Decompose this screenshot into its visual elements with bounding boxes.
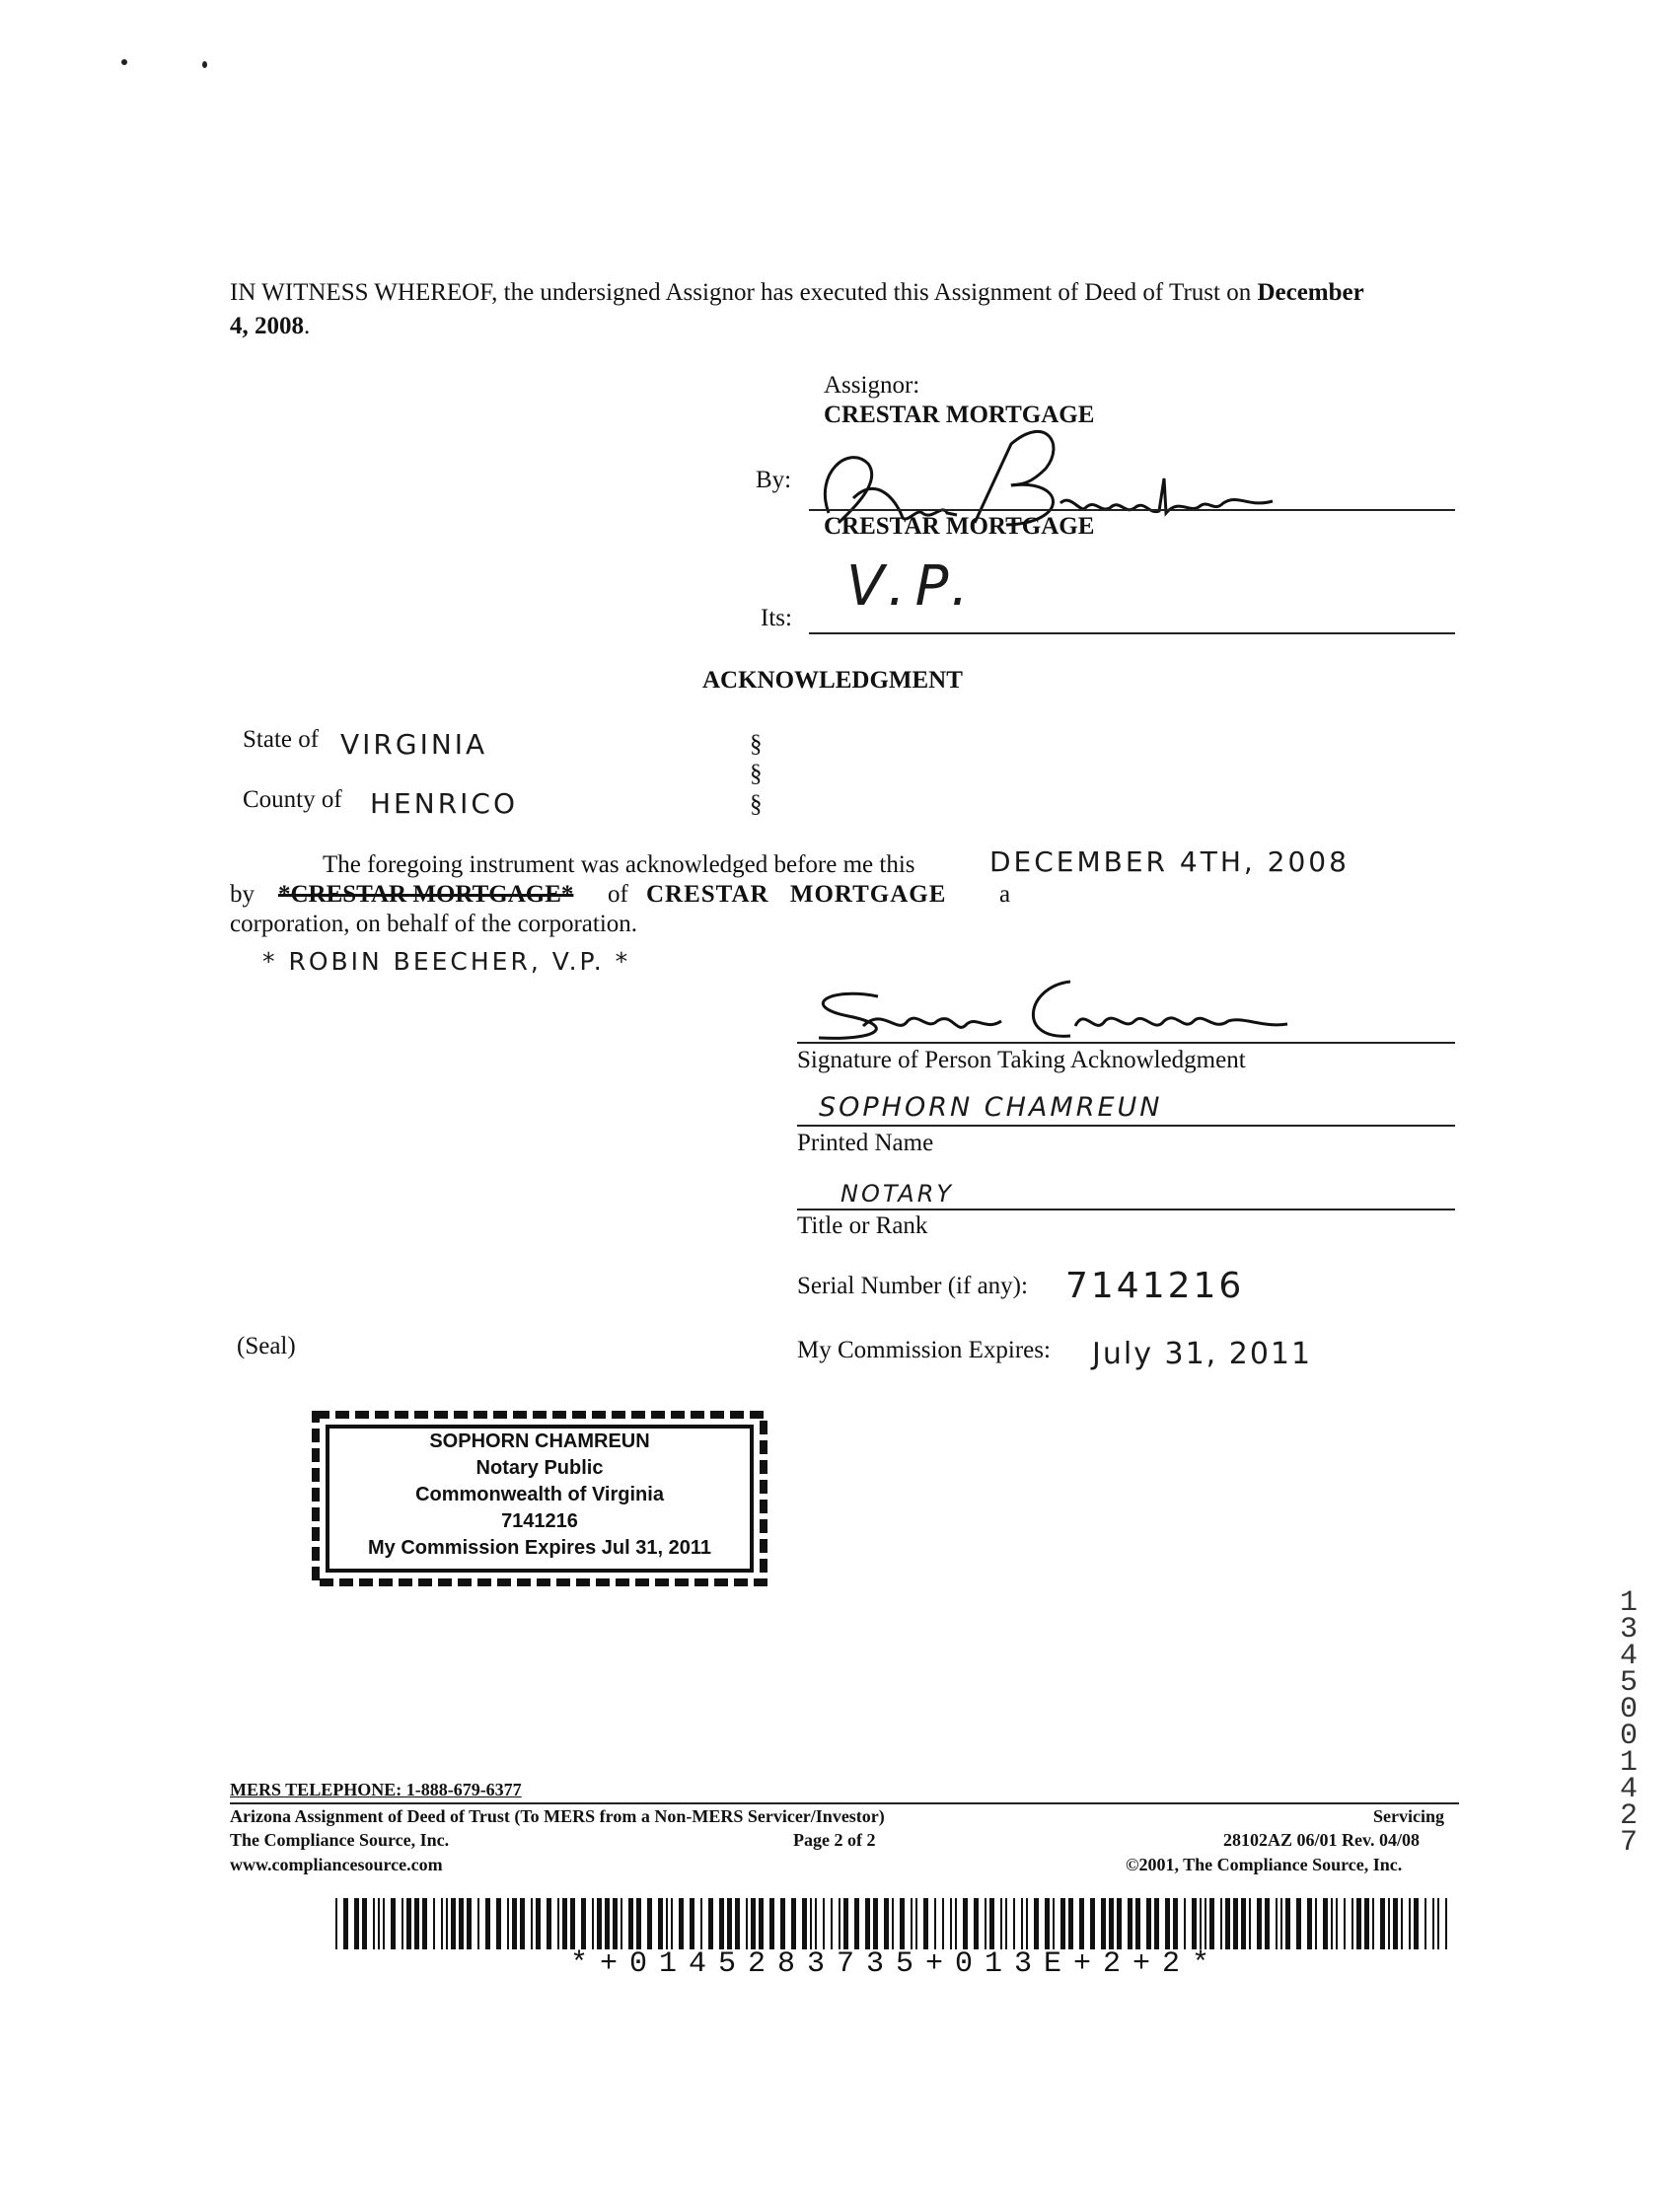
barcode-bar bbox=[865, 1898, 870, 1949]
barcode-bar bbox=[955, 1898, 957, 1949]
barcode-bar bbox=[1173, 1898, 1178, 1949]
barcode-bar bbox=[459, 1898, 464, 1949]
title-value: NOTARY bbox=[840, 1180, 955, 1208]
expires-label: My Commission Expires: bbox=[797, 1337, 1051, 1363]
barcode-bar bbox=[406, 1898, 411, 1949]
barcode-bar bbox=[1393, 1898, 1398, 1949]
stamp-expires: My Commission Expires Jul 31, 2011 bbox=[368, 1537, 711, 1559]
barcode-bar bbox=[1280, 1898, 1282, 1949]
mers-telephone: MERS TELEPHONE: 1-888-679-6377 bbox=[230, 1780, 522, 1799]
barcode-bar bbox=[1225, 1898, 1230, 1949]
barcode-bar bbox=[1220, 1898, 1222, 1949]
barcode-text: *+0145283735+013E+2+2* bbox=[569, 1947, 1222, 1981]
barcode-bar bbox=[1315, 1898, 1317, 1949]
barcode-bar bbox=[884, 1898, 889, 1949]
side-number-digit: 3 bbox=[1619, 1613, 1638, 1647]
footer-doc-title: Arizona Assignment of Deed of Trust (To MERS from a Non-MERS Servicer/Investor) bbox=[230, 1806, 885, 1826]
title-label: Title or Rank bbox=[797, 1212, 928, 1239]
barcode-bar bbox=[1233, 1898, 1238, 1949]
witness-period: . bbox=[304, 313, 311, 339]
barcode-bar bbox=[1026, 1898, 1028, 1949]
barcode-bar bbox=[636, 1898, 641, 1949]
barcode-bar bbox=[378, 1898, 380, 1949]
side-number-digit: 1 bbox=[1619, 1746, 1638, 1780]
barcode-bar bbox=[1053, 1898, 1055, 1949]
barcode-bar bbox=[810, 1898, 812, 1949]
barcode-bar bbox=[780, 1898, 785, 1949]
barcode-bar bbox=[791, 1898, 796, 1949]
barcode-bar bbox=[1135, 1898, 1140, 1949]
barcode-bar bbox=[1165, 1898, 1170, 1949]
barcode-bar bbox=[1241, 1898, 1246, 1949]
barcode-bar bbox=[708, 1898, 713, 1949]
barcode-bar bbox=[597, 1898, 602, 1949]
barcode-bar bbox=[1351, 1898, 1353, 1949]
barcode-bar bbox=[815, 1898, 817, 1949]
barcode-bar bbox=[900, 1898, 905, 1949]
barcode-bar bbox=[700, 1898, 702, 1949]
barcode-bar bbox=[1401, 1898, 1403, 1949]
barcode-bar bbox=[989, 1898, 994, 1949]
barcode-bar bbox=[467, 1898, 472, 1949]
barcode-bar bbox=[679, 1898, 684, 1949]
serial-value: 7141216 bbox=[1065, 1266, 1245, 1306]
side-number-digit: 0 bbox=[1619, 1720, 1638, 1753]
barcode-bar bbox=[1276, 1898, 1278, 1949]
serial-label: Serial Number (if any): bbox=[797, 1273, 1028, 1299]
barcode-bar bbox=[1356, 1898, 1361, 1949]
barcode-bar bbox=[1005, 1898, 1007, 1949]
barcode-bar bbox=[1257, 1898, 1262, 1949]
barcode-bar bbox=[1414, 1898, 1419, 1949]
barcode-bar bbox=[531, 1898, 533, 1949]
barcode-bar bbox=[735, 1898, 740, 1949]
barcode-bar bbox=[839, 1898, 840, 1949]
barcode-bar bbox=[402, 1898, 403, 1949]
barcode-bar bbox=[1068, 1898, 1073, 1949]
side-number-digit: 7 bbox=[1619, 1826, 1638, 1860]
barcode-bar bbox=[592, 1898, 594, 1949]
barcode-bar bbox=[1060, 1898, 1065, 1949]
of-word: of bbox=[608, 881, 628, 908]
stamp-commonwealth: Commonwealth of Virginia bbox=[415, 1484, 664, 1505]
stamp-name: SOPHORN CHAMREUN bbox=[429, 1430, 650, 1452]
barcode-bar bbox=[1323, 1898, 1328, 1949]
side-number-digit: 4 bbox=[1619, 1640, 1638, 1673]
barcode-bar bbox=[451, 1898, 456, 1949]
barcode-bar bbox=[671, 1898, 673, 1949]
side-number-digit: 1 bbox=[1619, 1586, 1638, 1620]
scan-speck bbox=[121, 59, 127, 65]
barcode-bar bbox=[1285, 1898, 1290, 1949]
side-number-digit: 2 bbox=[1619, 1799, 1638, 1833]
company-name: CRESTAR MORTGAGE bbox=[646, 881, 947, 908]
barcode-bar bbox=[719, 1898, 724, 1949]
barcode-bar bbox=[950, 1898, 952, 1949]
barcode-bar bbox=[1209, 1898, 1214, 1949]
barcode-bar bbox=[1192, 1898, 1197, 1949]
barcode-bar bbox=[1045, 1898, 1050, 1949]
barcode-bar bbox=[383, 1898, 385, 1949]
barcode-bar bbox=[343, 1898, 348, 1949]
signer-entity: CRESTAR MORTGAGE bbox=[824, 513, 1095, 540]
barcode-bar bbox=[911, 1898, 913, 1949]
its-label: Its: bbox=[761, 605, 792, 631]
barcode-bar bbox=[1146, 1898, 1151, 1949]
barcode-bar bbox=[536, 1898, 541, 1949]
witness-paragraph bbox=[230, 276, 1457, 343]
printed-name-label: Printed Name bbox=[797, 1130, 934, 1156]
barcode-bar bbox=[441, 1898, 443, 1949]
footer-company: The Compliance Source, Inc. bbox=[230, 1830, 450, 1850]
corporation-line: corporation, on behalf of the corporation. bbox=[230, 911, 638, 937]
barcode-bar bbox=[362, 1898, 367, 1949]
side-number-digit: 4 bbox=[1619, 1773, 1638, 1806]
barcode-bar bbox=[1432, 1898, 1434, 1949]
its-value: V.P. bbox=[846, 554, 979, 619]
barcode-bar bbox=[512, 1898, 517, 1949]
barcode-bar bbox=[354, 1898, 359, 1949]
by-word: by bbox=[230, 881, 255, 908]
barcode-bar bbox=[892, 1898, 894, 1949]
barcode-bar bbox=[1388, 1898, 1390, 1949]
barcode-bar bbox=[1331, 1898, 1333, 1949]
printed-name-value: SOPHORN CHAMREUN bbox=[819, 1092, 1163, 1123]
struck-name: *CRESTAR MORTGAGE* bbox=[278, 881, 574, 908]
barcode-bar bbox=[1200, 1898, 1202, 1949]
state-label: State of bbox=[243, 726, 320, 753]
barcode-bar bbox=[520, 1898, 525, 1949]
barcode bbox=[335, 1898, 1456, 1949]
barcode-bar bbox=[647, 1898, 652, 1949]
barcode-bar bbox=[802, 1898, 807, 1949]
expires-value: July 31, 2011 bbox=[1092, 1337, 1313, 1371]
side-document-number bbox=[1614, 1586, 1643, 1860]
barcode-bar bbox=[1013, 1898, 1015, 1949]
barcode-bar bbox=[666, 1898, 668, 1949]
barcode-bar bbox=[605, 1898, 610, 1949]
footer-form-rev: 28102AZ 06/01 Rev. 04/08 bbox=[1223, 1830, 1421, 1850]
footer-servicing: Servicing bbox=[1373, 1806, 1444, 1826]
county-label: County of bbox=[243, 786, 342, 813]
footer-website: www.compliancesource.com bbox=[230, 1855, 443, 1874]
barcode-bar bbox=[496, 1898, 501, 1949]
barcode-bar bbox=[1154, 1898, 1159, 1949]
barcode-bar bbox=[1445, 1898, 1447, 1949]
barcode-bar bbox=[1296, 1898, 1301, 1949]
barcode-bar bbox=[831, 1898, 833, 1949]
barcode-bar bbox=[873, 1898, 878, 1949]
barcode-bar bbox=[1364, 1898, 1369, 1949]
section-symbol: § bbox=[750, 761, 763, 787]
stamp-number: 7141216 bbox=[501, 1510, 578, 1532]
barcode-bar bbox=[1409, 1898, 1411, 1949]
state-value: VIRGINIA bbox=[340, 728, 488, 761]
barcode-bar bbox=[628, 1898, 633, 1949]
witness-text: IN WITNESS WHEREOF, the undersigned Assignor has executed this Assignment of Deed of Trust on bbox=[230, 279, 1252, 306]
notary-signature bbox=[789, 967, 1302, 1046]
barcode-bar bbox=[1344, 1898, 1346, 1949]
barcode-bar bbox=[373, 1898, 375, 1949]
barcode-bar bbox=[823, 1898, 825, 1949]
barcode-bar bbox=[1336, 1898, 1338, 1949]
barcode-bar bbox=[446, 1898, 448, 1949]
assignor-label: Assignor: bbox=[824, 372, 920, 399]
a-word: a bbox=[999, 881, 1011, 908]
by-label: By: bbox=[756, 467, 792, 493]
acknowledgment-heading: ACKNOWLEDGMENT bbox=[702, 667, 963, 694]
barcode-bar bbox=[974, 1898, 979, 1949]
barcode-bar bbox=[477, 1898, 479, 1949]
side-number-digit: 0 bbox=[1619, 1693, 1638, 1726]
barcode-bar bbox=[854, 1898, 859, 1949]
barcode-bar bbox=[1184, 1898, 1186, 1949]
barcode-bar bbox=[422, 1898, 427, 1949]
barcode-bar bbox=[507, 1898, 509, 1949]
barcode-bar bbox=[1117, 1898, 1122, 1949]
county-value: HENRICO bbox=[370, 787, 518, 820]
barcode-bar bbox=[1380, 1898, 1385, 1949]
footer-copyright: ©2001, The Compliance Source, Inc. bbox=[1126, 1855, 1403, 1874]
notary-stamp bbox=[308, 1407, 771, 1590]
barcode-bar bbox=[942, 1898, 944, 1949]
barcode-bar bbox=[985, 1898, 986, 1949]
acknowledgment-date: DECEMBER 4TH, 2008 bbox=[989, 845, 1350, 878]
barcode-bar bbox=[433, 1898, 435, 1949]
footer-page: Page 2 of 2 bbox=[793, 1830, 876, 1850]
barcode-bar bbox=[562, 1898, 567, 1949]
barcode-bar bbox=[769, 1898, 774, 1949]
section-symbol: § bbox=[750, 791, 763, 818]
barcode-bar bbox=[414, 1898, 419, 1949]
barcode-bar bbox=[759, 1898, 764, 1949]
insert-note: * ROBIN BEECHER, V.P. * bbox=[262, 947, 631, 976]
signature-label: Signature of Person Taking Acknowledgment bbox=[797, 1047, 1246, 1073]
barcode-bar bbox=[658, 1898, 663, 1949]
barcode-bar bbox=[1021, 1898, 1023, 1949]
barcode-bar bbox=[485, 1898, 490, 1949]
barcode-bar bbox=[751, 1898, 756, 1949]
barcode-bar bbox=[1109, 1898, 1114, 1949]
witness-date-month: December bbox=[1257, 279, 1364, 306]
barcode-bar bbox=[1249, 1898, 1251, 1949]
barcode-bar bbox=[1265, 1898, 1270, 1949]
barcode-bar bbox=[1000, 1898, 1002, 1949]
witness-date-day-year: 4, 2008 bbox=[230, 313, 304, 339]
barcode-bar bbox=[1079, 1898, 1084, 1949]
barcode-bar bbox=[690, 1898, 694, 1949]
its-line bbox=[809, 632, 1455, 634]
barcode-bar bbox=[1205, 1898, 1206, 1949]
barcode-bar bbox=[1101, 1898, 1106, 1949]
barcode-bar bbox=[963, 1898, 968, 1949]
barcode-bar bbox=[1090, 1898, 1095, 1949]
barcode-bar bbox=[1372, 1898, 1374, 1949]
barcode-bar bbox=[1307, 1898, 1312, 1949]
barcode-bar bbox=[1424, 1898, 1426, 1949]
barcode-bar bbox=[557, 1898, 559, 1949]
barcode-bar bbox=[1128, 1898, 1132, 1949]
barcode-bar bbox=[746, 1898, 748, 1949]
acknowledgment-sentence: The foregoing instrument was acknowledged before me this bbox=[323, 851, 915, 878]
barcode-bar bbox=[915, 1898, 917, 1949]
barcode-bar bbox=[581, 1898, 586, 1949]
seal-label: (Seal) bbox=[237, 1333, 296, 1359]
scan-speck bbox=[202, 61, 207, 68]
barcode-bar bbox=[391, 1898, 396, 1949]
barcode-bar bbox=[843, 1898, 848, 1949]
barcode-bar bbox=[727, 1898, 732, 1949]
barcode-bar bbox=[923, 1898, 928, 1949]
barcode-bar bbox=[934, 1898, 936, 1949]
barcode-bar bbox=[1034, 1898, 1039, 1949]
barcode-bar bbox=[335, 1898, 337, 1949]
barcode-bar bbox=[570, 1898, 575, 1949]
section-symbol: § bbox=[750, 731, 763, 758]
barcode-bar bbox=[1437, 1898, 1439, 1949]
side-number-digit: 5 bbox=[1619, 1666, 1638, 1700]
stamp-title: Notary Public bbox=[475, 1457, 604, 1479]
barcode-bar bbox=[621, 1898, 622, 1949]
barcode-bar bbox=[613, 1898, 618, 1949]
assignor-name: CRESTAR MORTGAGE bbox=[824, 402, 1095, 428]
barcode-bar bbox=[547, 1898, 551, 1949]
